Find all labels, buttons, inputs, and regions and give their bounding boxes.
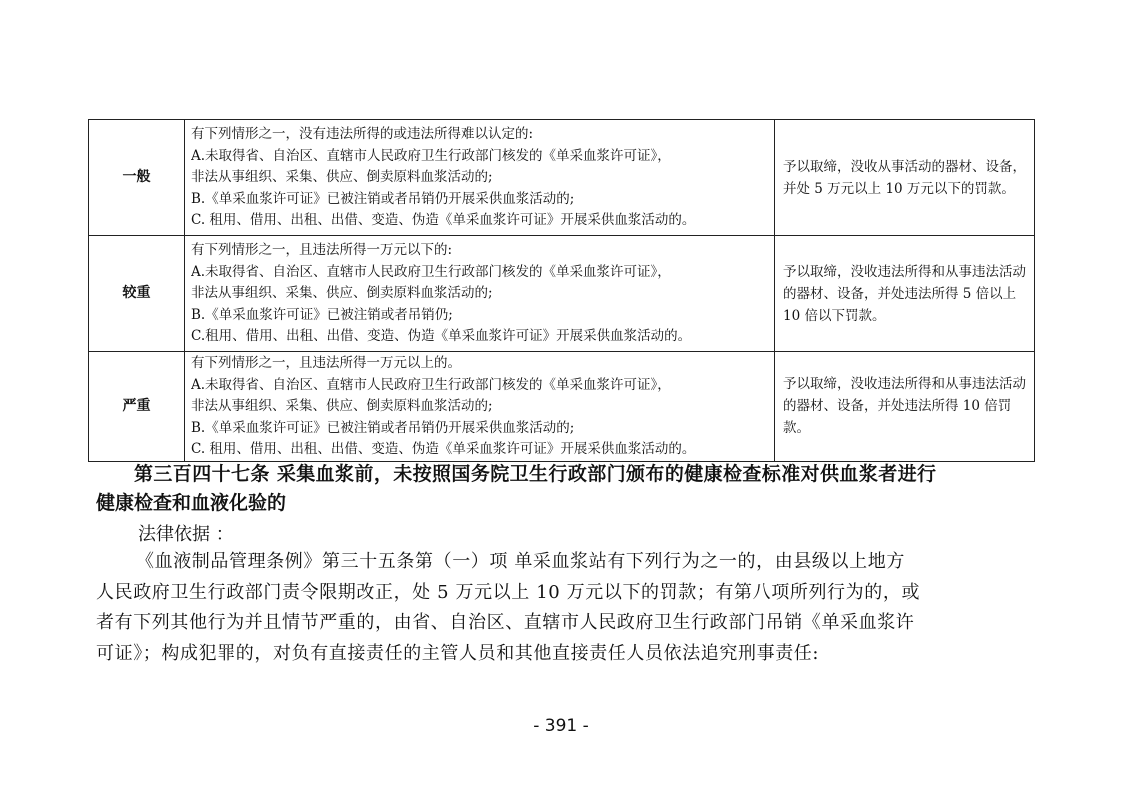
table-row (89, 120, 1035, 236)
circumstance-line: 非法从事组织、采集、供应、倒卖原料血浆活动的; (191, 285, 493, 302)
circumstance-line: B.《单采血浆许可证》已被注销或者吊销仍开展采供血浆活动的; (191, 419, 575, 436)
penalty-table (88, 119, 1035, 462)
page-number: - 391 - (533, 716, 589, 736)
article-heading (96, 460, 1030, 518)
legal-basis-label: 法律依据 ： (138, 524, 234, 545)
article-title-line: 健康检查和血液化验的 (96, 492, 287, 514)
circumstances-cell (185, 120, 775, 236)
circumstance-line: A.未取得省、自治区、直辖市人民政府卫生行政部门核发的《单采血浆许可证》， (191, 147, 671, 164)
circumstances-cell (185, 236, 775, 352)
legal-basis-line: 《血液制品管理条例》第三十五条第（一）项 单采血浆站有下列行为之一的，由县级以上地方 (136, 551, 905, 572)
legal-basis-line: 可证》；构成犯罪的，对负有直接责任的主管人员和其他直接责任人员依法追究刑事责任: (96, 642, 820, 664)
circumstance-line: B.《单采血浆许可证》已被注销或者吊销仍; (191, 306, 453, 323)
circumstance-line: 有下列情形之一，且违法所得一万元以下的: (191, 242, 453, 259)
severity-level: 较重 (89, 236, 185, 352)
severity-level: 一般 (89, 120, 185, 236)
circumstance-line: C. 租用、借用、出租、出借、变造、伪造《单采血浆许可证》开展采供血浆活动的。 (191, 441, 696, 457)
circumstance-line: C. 租用、借用、出租、出借、变造、伪造《单采血浆许可证》开展采供血浆活动的。 (191, 212, 696, 229)
table-row (89, 236, 1035, 352)
article-title-line: 第三百四十七条 采集血浆前，未按照国务院卫生行政部门颁布的健康检查标准对供血浆者进行 (134, 463, 937, 485)
severity-level: 严重 (89, 352, 185, 462)
table-row (89, 352, 1035, 462)
penalty-cell: 予以取缔，没收从事活动的器材、设备，并处 5 万元以上 10 万元以下的罚款。 (775, 120, 1035, 236)
penalty-cell: 予以取缔，没收违法所得和从事违法活动的器材、设备，并处违法所得 5 倍以上 10 倍以下罚款。 (775, 236, 1035, 352)
penalty-cell: 予以取缔，没收违法所得和从事违法活动的器材、设备，并处违法所得 10 倍罚款。 (775, 352, 1035, 462)
circumstance-line: 非法从事组织、采集、供应、倒卖原料血浆活动的; (191, 169, 493, 186)
circumstance-line: A.未取得省、自治区、直辖市人民政府卫生行政部门核发的《单采血浆许可证》， (191, 376, 671, 393)
circumstance-line: 非法从事组织、采集、供应、倒卖原料血浆活动的; (191, 398, 493, 414)
circumstance-line: 有下列情形之一，没有违法所得的或违法所得难以认定的: (191, 126, 534, 143)
circumstance-line: A.未取得省、自治区、直辖市人民政府卫生行政部门核发的《单采血浆许可证》， (191, 263, 671, 280)
legal-basis-line: 人民政府卫生行政部门责令限期改正，处 5 万元以上 10 万元以下的罚款；有第八项所列行为的，或 (96, 581, 921, 603)
legal-basis-line: 者有下列其他行为并且情节严重的，由省、自治区、直辖市人民政府卫生行政部门吊销《单采血浆许 (96, 612, 915, 633)
circumstances-cell (185, 352, 775, 462)
circumstance-line: 有下列情形之一，且违法所得一万元以上的。 (191, 355, 461, 371)
legal-basis-text (96, 547, 1030, 669)
circumstance-line: B.《单采血浆许可证》已被注销或者吊销仍开展采供血浆活动的; (191, 190, 575, 207)
circumstance-line: C.租用、借用、出租、出借、变造、伪造《单采血浆许可证》开展采供血浆活动的。 (191, 328, 692, 345)
